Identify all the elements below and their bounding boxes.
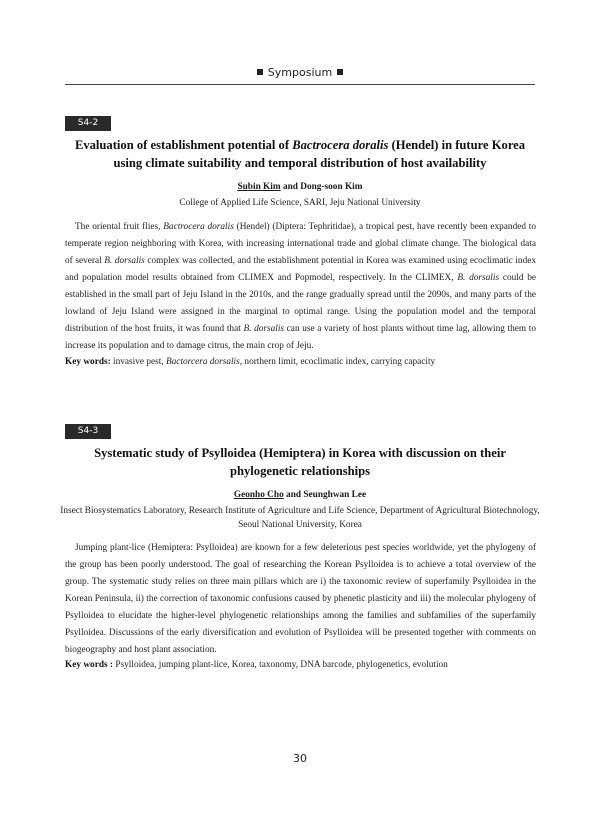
presenting-author: Subin Kim [237, 182, 281, 192]
species-name: B. dorsalis [457, 273, 500, 283]
abstract-title-s4-2 [60, 136, 540, 172]
affiliation-s4-2: College of Applied Life Science, SARI, Jeju National University [179, 198, 421, 208]
species-name: Bactrocera doralis [163, 222, 234, 232]
section-badge-s4-3: S4-3 [65, 424, 111, 439]
running-header [0, 66, 600, 79]
keywords-text: Psylloidea, jumping plant-lice, Korea, taxonomy, DNA barcode, phylogenetics, evolution [113, 660, 448, 670]
title-species-name: Bactrocera doralis [292, 138, 389, 152]
abstract-text: complex was collected, and the establishment potential in Korea was examined using ecoclimatic index and population model results obtained from CLIMEX and Popmodel, respectively. In the CLIMEX, [65, 256, 536, 283]
section-badge-s4-2: S4-2 [65, 116, 111, 131]
keywords-text: invasive pest, [110, 357, 166, 367]
square-bullet-icon [257, 69, 263, 75]
abstract-text: (Hendel) (Diptera: Tephritidae), a tropical pest, have recently been expanded to temperate region neighboring with Korea, with increasing international trade and global climate change. The biological data of several [65, 222, 537, 266]
abstract-body-s4-3: Jumping plant-lice (Hemiptera: Psylloidea) are known for a few deleterious pest species worldwide, yet the phylogeny of the group has been poorly understood. The goal of researching the Korean Psylloidea is to achieve a total overview of the group. The systematic study relies on three main pillars which are i) the taxonomic review of superfamily Psylloidea in the Korean Peninsula, ii) the correction of taxonomic confusions caused by phenetic plasticity and iii) the molecular phylogeny of Psylloidea to elucidate the higher-level phylogenetic relationships among the families and subfamilies of the superfamily Psylloidea. Discussions of the early diversification and evolution of Psylloidea will be presented together with comments on biogeography and host plant association. [65, 543, 536, 655]
header-rule [65, 84, 535, 85]
keywords-s4-2 [65, 355, 536, 369]
authors-s4-3 [60, 488, 540, 502]
page-number: 30 [293, 752, 307, 765]
keywords-label: Key words : [65, 660, 114, 670]
species-name: B. dorsalis [104, 256, 145, 266]
coauthors: and Seunghwan Lee [283, 490, 367, 500]
keywords-text: , northern limit, ecoclimatic index, carrying capacity [239, 357, 436, 367]
keywords-label: Key words: [65, 357, 111, 367]
abstract-text: can use a variety of host plants without time lag, allowing them to increase its population and to damage citrus, the main crop of Jeju. [65, 324, 537, 351]
presenting-author: Geonho Cho [233, 490, 284, 500]
abstract-body-s4-2 [65, 219, 536, 355]
abstract-title-s4-3 [60, 444, 540, 480]
keywords-s4-3 [65, 658, 536, 672]
authors-s4-2 [60, 180, 540, 194]
title-text: (Hendel) in future Korea using climate suitability and temporal distribution of host availability [113, 138, 526, 170]
abstract-text: could be established in the small part of Jeju Island in the 2010s, and the range gradually spread until the 2090s, and many parts of the lowland of Jeju Island were assigned in the marginal to optimal range. Using the population model and the temporal distribution of the host fruits, it was found that [65, 273, 537, 334]
header-label: Symposium [267, 66, 333, 79]
title-text: Evaluation of establishment potential of [74, 138, 293, 152]
species-name: B. dorsalis [243, 324, 285, 334]
title-text: Systematic study of Psylloidea (Hemiptera) in Korea with discussion on their phylogenetic relationships [94, 446, 506, 478]
keywords-species: Bactorcera dorsalis [165, 357, 240, 367]
coauthors: and Dong-soon Kim [280, 182, 363, 192]
square-bullet-icon [337, 69, 343, 75]
affiliation-s4-3: Insect Biosystematics Laboratory, Research Institute of Agriculture and Life Science, Department of Agricultural Biotechnology, Seoul National University, Korea [60, 506, 540, 530]
abstract-text: The oriental fruit flies, [75, 222, 164, 232]
